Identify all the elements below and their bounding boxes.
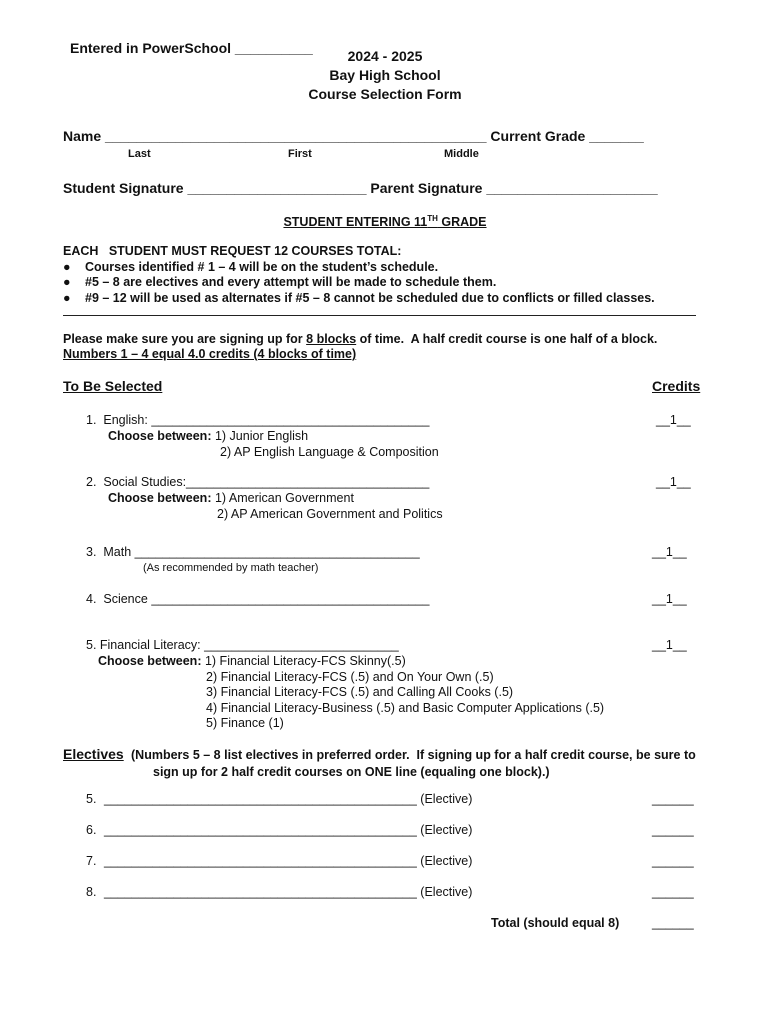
elective-number: 8.: [86, 885, 97, 899]
math-note: (As recommended by math teacher): [143, 562, 319, 574]
instruction-bullet-2: ● #5 – 8 are electives and every attempt will be made to schedule them.: [63, 275, 497, 289]
science-credit: __1__: [652, 592, 687, 606]
financial-option-4: 4) Financial Literacy-Business (.5) and Basic Computer Applications (.5): [206, 701, 605, 715]
elective-credit-field[interactable]: ______: [652, 854, 694, 868]
label-last: Last: [128, 148, 151, 160]
school-name: Bay High School: [329, 67, 441, 83]
social-studies-credit: __1__: [656, 475, 691, 489]
financial-literacy-credit: __1__: [652, 638, 687, 652]
name-field[interactable]: Name _________________________________________________ Current Grade _______: [63, 128, 644, 144]
label-middle: Middle: [444, 148, 479, 160]
social-studies-options: Choose between: 1) American Government: [108, 491, 354, 505]
science-course-field[interactable]: 4. Science ________________________________________: [86, 592, 430, 606]
electives-note-1: (Numbers 5 – 8 list electives in preferred order. If signing up for a half credit course, be sure to: [131, 748, 696, 762]
financial-literacy-options: Choose between: 1) Financial Literacy-FCS Skinny(.5): [98, 654, 406, 668]
divider: [63, 315, 696, 316]
total-label: Total (should equal 8): [491, 916, 620, 930]
school-year: 2024 - 2025: [347, 48, 423, 64]
social-studies-course-field[interactable]: 2. Social Studies:___________________________________: [86, 475, 430, 489]
to-be-selected-heading: To Be Selected: [63, 378, 163, 394]
instruction-bullet-3: ● #9 – 12 will be used as alternates if #5 – 8 cannot be scheduled due to conflicts or filled classes.: [63, 291, 655, 305]
signature-fields[interactable]: Student Signature _______________________ Parent Signature ______________________: [63, 180, 658, 196]
english-option-2: 2) AP English Language & Composition: [220, 445, 439, 459]
form-title: Course Selection Form: [308, 86, 462, 102]
math-credit: __1__: [652, 545, 687, 559]
numbers-note: Numbers 1 – 4 equal 4.0 credits (4 blocks of time): [63, 347, 357, 361]
financial-option-5: 5) Finance (1): [206, 716, 284, 730]
financial-literacy-course-field[interactable]: 5. Financial Literacy: ____________________________: [86, 638, 399, 652]
instruction-bullet-1: ● Courses identified # 1 – 4 will be on the student’s schedule.: [63, 260, 439, 274]
elective-field[interactable]: _____________________________________________ (Elective): [104, 792, 473, 806]
blocks-note: Please make sure you are signing up for 8 blocks of time. A half credit course is one half of a block.: [63, 332, 658, 346]
total-credit-field[interactable]: ______: [652, 916, 694, 930]
electives-note-2: sign up for 2 half credit courses on ONE line (equaling one block).): [153, 765, 550, 779]
financial-option-2: 2) Financial Literacy-FCS (.5) and On Your Own (.5): [206, 670, 494, 684]
english-course-field[interactable]: 1. English: ________________________________________: [86, 413, 430, 427]
social-studies-option-2: 2) AP American Government and Politics: [217, 507, 443, 521]
elective-credit-field[interactable]: ______: [652, 885, 694, 899]
elective-credit-field[interactable]: ______: [652, 823, 694, 837]
english-credit: __1__: [656, 413, 691, 427]
instructions-heading: EACH STUDENT MUST REQUEST 12 COURSES TOTAL:: [63, 244, 402, 258]
elective-number: 5.: [86, 792, 97, 806]
elective-number: 6.: [86, 823, 97, 837]
credits-heading: Credits: [652, 378, 701, 394]
english-options: Choose between: 1) Junior English: [108, 429, 309, 443]
label-first: First: [288, 148, 312, 160]
elective-number: 7.: [86, 854, 97, 868]
grade-heading: STUDENT ENTERING 11TH GRADE: [283, 213, 487, 229]
elective-credit-field[interactable]: ______: [652, 792, 694, 806]
entered-powerschool: Entered in PowerSchool __________: [70, 40, 313, 56]
math-course-field[interactable]: 3. Math _________________________________________: [86, 545, 420, 559]
elective-field[interactable]: _____________________________________________ (Elective): [104, 823, 473, 837]
electives-heading: Electives: [63, 746, 124, 762]
elective-field[interactable]: _____________________________________________ (Elective): [104, 885, 473, 899]
financial-option-3: 3) Financial Literacy-FCS (.5) and Calling All Cooks (.5): [206, 685, 514, 699]
elective-field[interactable]: _____________________________________________ (Elective): [104, 854, 473, 868]
